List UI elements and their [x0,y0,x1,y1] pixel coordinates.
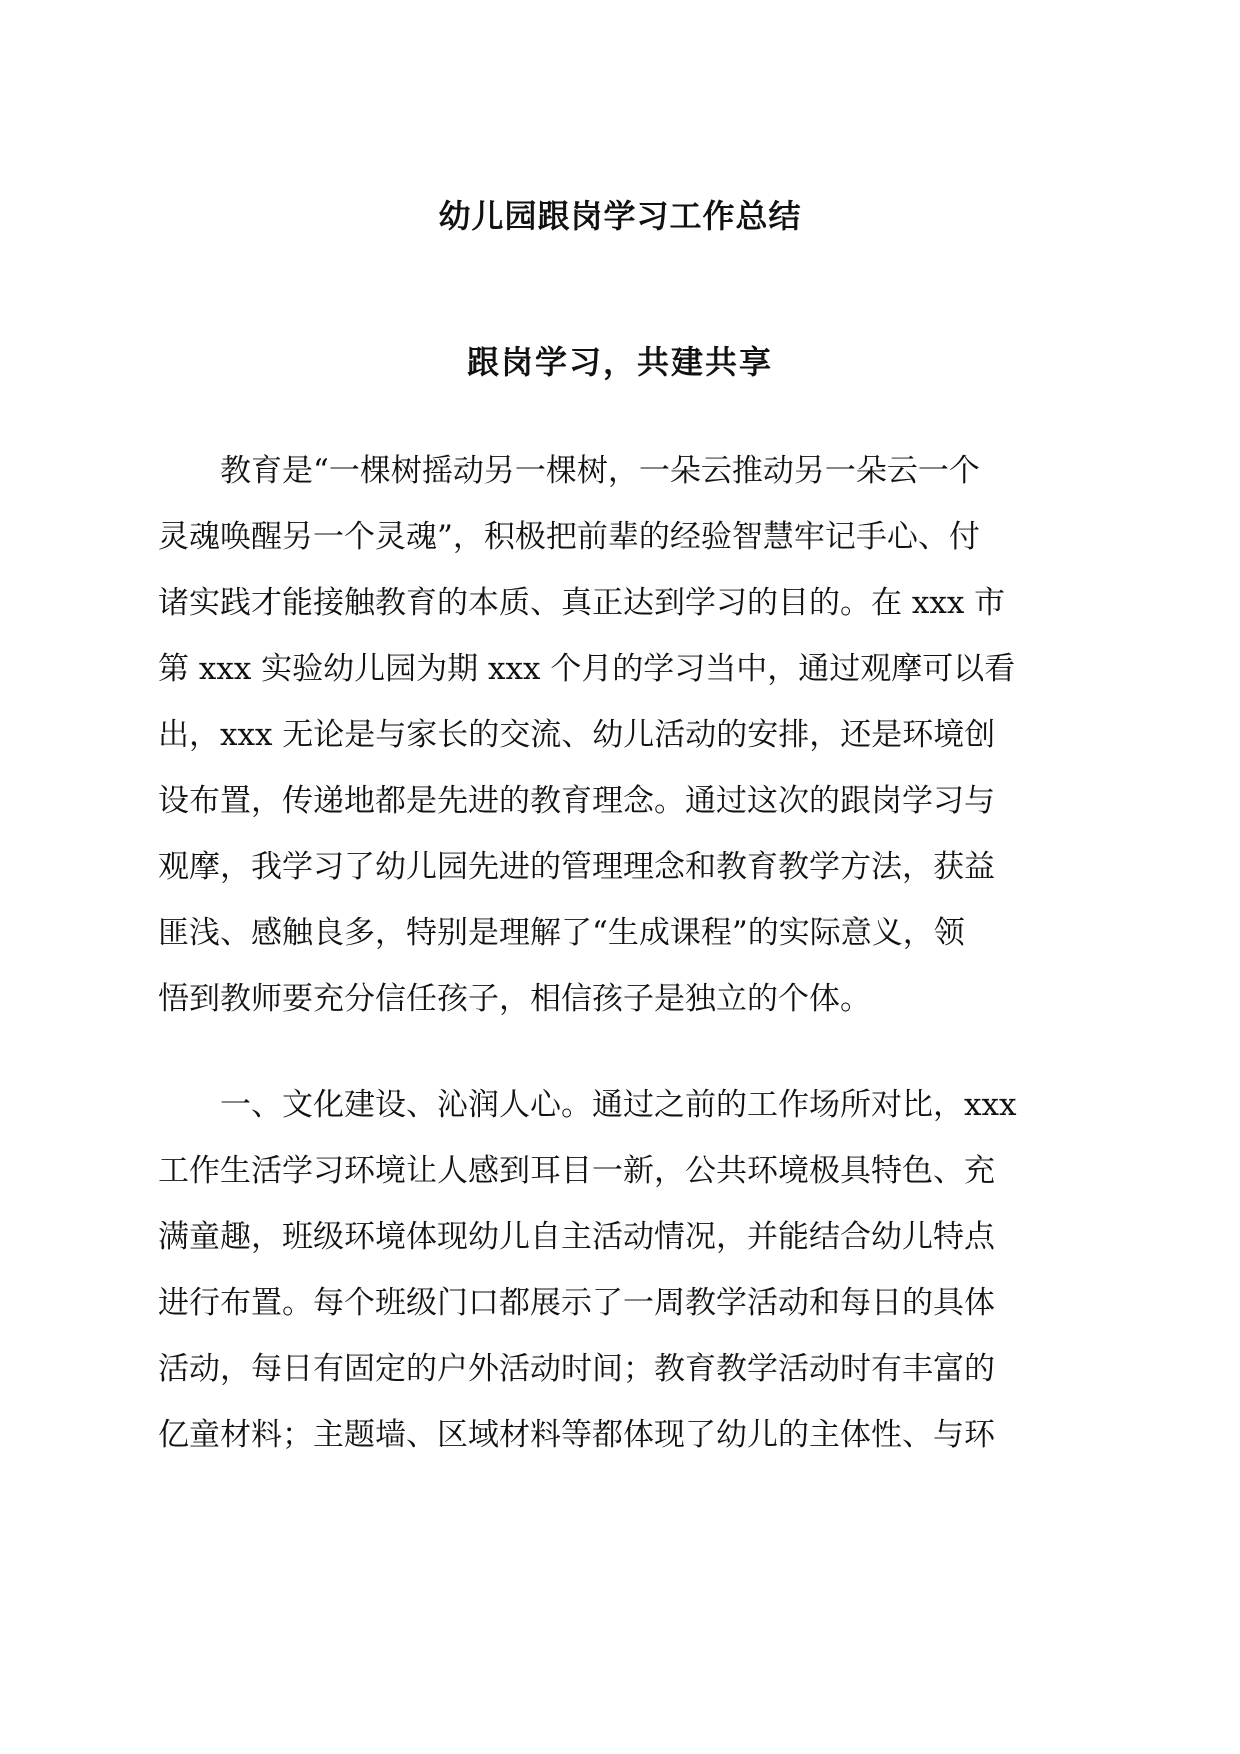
paragraph-line: 匪浅、感触良多，特别是理解了“生成课程”的实际意义，领 [158,915,965,951]
document-title: 幼儿园跟岗学习工作总结 [438,197,802,235]
paragraph-line: 进行布置。每个班级门口都展示了一周教学活动和每日的具体 [158,1285,995,1321]
paragraph-line: 灵魂唤醒另一个灵魂”，积极把前辈的经验智慧牢记手心、付 [158,519,980,555]
paragraph-line: 一、文化建设、沁润人心。通过之前的工作场所对比，xxx [220,1087,1017,1123]
paragraph-culture [158,1072,1098,1468]
paragraph-line: 第 xxx 实验幼儿园为期 xxx 个月的学习当中，通过观摩可以看 [158,651,1016,687]
paragraph-line: 活动，每日有固定的户外活动时间；教育教学活动时有丰富的 [158,1351,995,1387]
paragraph-line: 观摩，我学习了幼儿园先进的管理理念和教育教学方法，获益 [158,849,995,885]
paragraph-line: 亿童材料；主题墙、区域材料等都体现了幼儿的主体性、与环 [158,1417,995,1453]
section-title: 跟岗学习，共建共享 [466,343,773,381]
paragraph-line: 设布置，传递地都是先进的教育理念。通过这次的跟岗学习与 [158,783,995,819]
paragraph-line: 满童趣，班级环境体现幼儿自主活动情况，并能结合幼儿特点 [158,1219,995,1255]
paragraph-line: 悟到教师要充分信任孩子，相信孩子是独立的个体。 [158,981,871,1017]
paragraph-line: 工作生活学习环境让人感到耳目一新，公共环境极具特色、充 [158,1153,995,1189]
paragraph-intro [158,438,1098,1032]
paragraph-line: 出，xxx 无论是与家长的交流、幼儿活动的安排，还是环境创 [158,717,996,753]
paragraph-line: 教育是“一棵树摇动另一棵树，一朵云推动另一朵云一个 [220,453,980,489]
paragraph-line: 诸实践才能接触教育的本质、真正达到学习的目的。在 xxx 市 [158,585,1006,621]
